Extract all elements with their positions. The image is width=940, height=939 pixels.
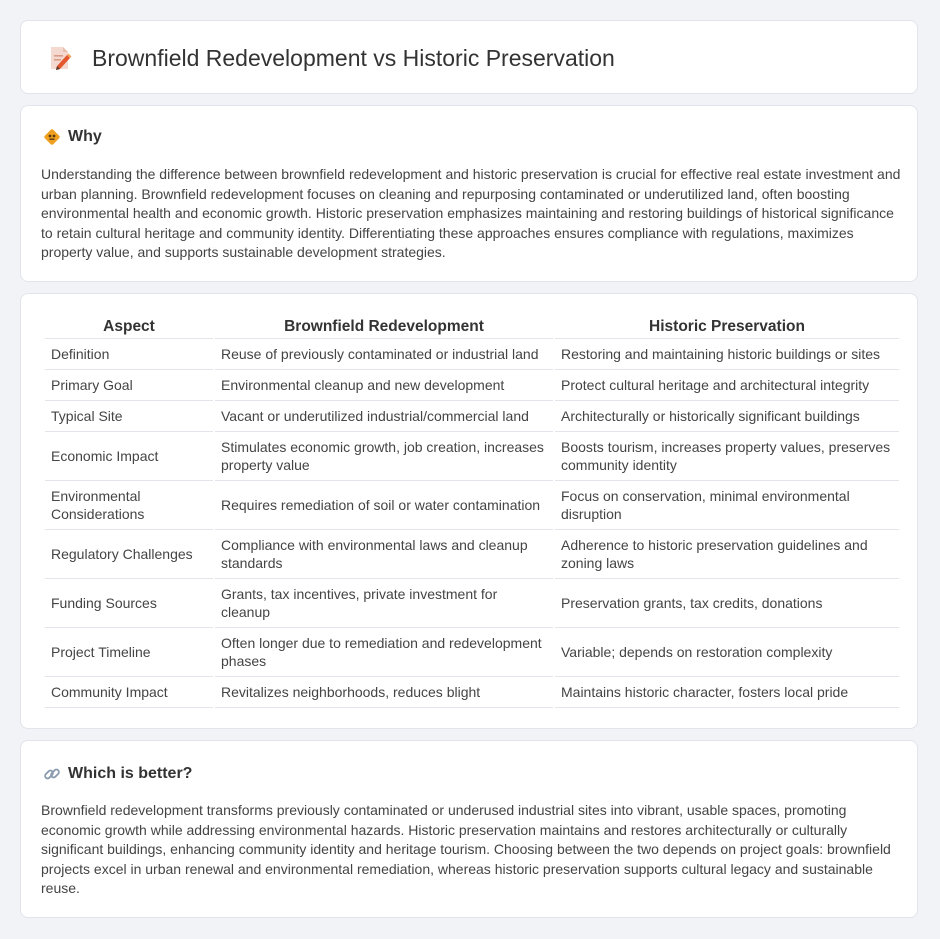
brownfield-cell: Requires remediation of soil or water contamination [215, 481, 553, 530]
aspect-cell: Economic Impact [45, 432, 213, 481]
title-card [20, 20, 918, 94]
historic-cell: Maintains historic character, fosters local pride [555, 677, 899, 708]
aspect-cell: Environmental Considerations [45, 481, 213, 530]
aspect-cell: Regulatory Challenges [45, 530, 213, 579]
which-better-section [20, 740, 918, 918]
diamond-sign-icon [43, 128, 61, 146]
column-header: Historic Preservation [555, 316, 899, 339]
table-header-row [45, 316, 899, 339]
brownfield-cell: Stimulates economic growth, job creation, increases property value [215, 432, 553, 481]
document-pencil-icon [45, 44, 73, 72]
brownfield-cell: Environmental cleanup and new development [215, 370, 553, 401]
historic-cell: Adherence to historic preservation guidelines and zoning laws [555, 530, 899, 579]
comparison-table [43, 316, 901, 708]
table-row [45, 339, 899, 370]
aspect-cell: Funding Sources [45, 579, 213, 628]
table-row [45, 677, 899, 708]
historic-cell: Boosts tourism, increases property values, preserves community identity [555, 432, 899, 481]
aspect-cell: Typical Site [45, 401, 213, 432]
page-title: Brownfield Redevelopment vs Historic Preservation [92, 44, 615, 71]
column-header: Brownfield Redevelopment [215, 316, 553, 339]
brownfield-cell: Vacant or underutilized industrial/commercial land [215, 401, 553, 432]
historic-cell: Restoring and maintaining historic buildings or sites [555, 339, 899, 370]
table-row [45, 401, 899, 432]
historic-cell: Variable; depends on restoration complexity [555, 628, 899, 677]
brownfield-cell: Often longer due to remediation and redevelopment phases [215, 628, 553, 677]
historic-cell: Focus on conservation, minimal environmental disruption [555, 481, 899, 530]
table-row [45, 579, 899, 628]
table-row [45, 628, 899, 677]
brownfield-cell: Grants, tax incentives, private investment for cleanup [215, 579, 553, 628]
historic-cell: Protect cultural heritage and architectural integrity [555, 370, 899, 401]
table-row [45, 530, 899, 579]
better-title: Which is better? [68, 765, 193, 782]
why-body: Understanding the difference between brownfield redevelopment and historic preservation is crucial for effective real estate investment and urban planning. Brownfield redevelopment focuses on cleaning and repurposing contaminated or underutilized land, often boosting environmental health and economic growth. Historic preservation emphasizes maintaining and restoring buildings of historical significance to retain cultural heritage and community identity. Differentiating these approaches ensures compliance with regulations, maximizes property value, and supports sustainable development strategies. [41, 166, 901, 261]
better-body: Brownfield redevelopment transforms previously contaminated or underused industrial sites into vibrant, usable spaces, promoting economic growth while addressing environmental hazards. Historic preservation maintains and restores architecturally or culturally significant buildings, enhancing community identity and heritage tourism. Choosing between the two depends on project goals: brownfield projects excel in urban renewal and environmental remediation, whereas historic preservation supports cultural legacy and sustainable reuse. [41, 802, 891, 897]
column-header: Aspect [45, 316, 213, 339]
table-row [45, 370, 899, 401]
table-row [45, 481, 899, 530]
aspect-cell: Primary Goal [45, 370, 213, 401]
title-row [45, 42, 615, 74]
why-heading [43, 128, 102, 146]
better-heading [43, 765, 192, 783]
brownfield-cell: Compliance with environmental laws and cleanup standards [215, 530, 553, 579]
why-section [20, 105, 918, 282]
brownfield-cell: Reuse of previously contaminated or industrial land [215, 339, 553, 370]
historic-cell: Preservation grants, tax credits, donations [555, 579, 899, 628]
why-title: Why [68, 128, 102, 145]
table-row [45, 432, 899, 481]
aspect-cell: Project Timeline [45, 628, 213, 677]
brownfield-cell: Revitalizes neighborhoods, reduces blight [215, 677, 553, 708]
comparison-section [20, 293, 918, 729]
link-icon [43, 765, 61, 783]
aspect-cell: Definition [45, 339, 213, 370]
aspect-cell: Community Impact [45, 677, 213, 708]
historic-cell: Architecturally or historically significant buildings [555, 401, 899, 432]
